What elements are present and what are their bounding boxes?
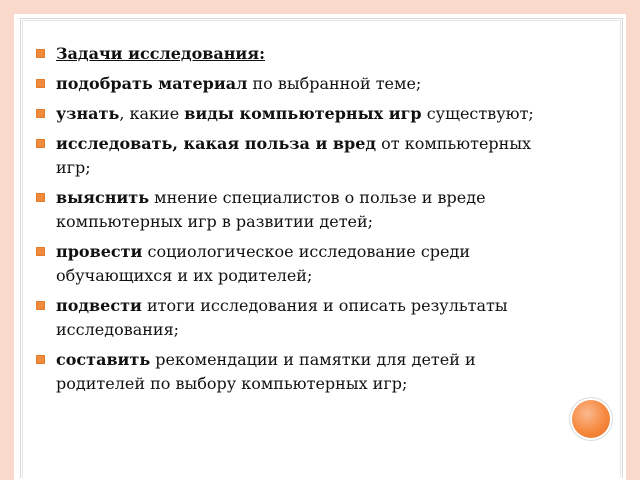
list-item-title xyxy=(36,42,556,66)
bullet-icon xyxy=(36,109,45,118)
list-item-text: мнение специалистов о пользе и вреде компьютерных игр в развитии детей; xyxy=(56,188,486,231)
list-item-text: итоги исследования и описать результаты исследования; xyxy=(56,296,508,339)
list-item xyxy=(36,348,556,396)
list-item-text: , какие xyxy=(119,104,185,123)
list-item xyxy=(36,72,556,96)
list-item xyxy=(36,186,556,234)
list-item-keyword: подобрать материал xyxy=(56,74,248,93)
orange-circle-decoration xyxy=(572,400,610,438)
list-item-keyword: составить xyxy=(56,350,151,369)
list-item-keyword: узнать xyxy=(56,104,120,123)
list-heading: Задачи исследования: xyxy=(56,44,266,63)
list-item-text: по выбранной теме; xyxy=(247,74,422,93)
bullet-icon xyxy=(36,139,45,148)
list-item-keyword: подвести xyxy=(56,296,142,315)
bullet-icon xyxy=(36,79,45,88)
bullet-icon xyxy=(36,247,45,256)
bullet-icon xyxy=(36,355,45,364)
list-item-keyword: выяснить xyxy=(56,188,150,207)
list-item-keyword: исследовать, какая польза и вред xyxy=(56,134,377,153)
list-item-keyword: провести xyxy=(56,242,143,261)
list-item xyxy=(36,240,556,288)
list-item-text: социологическое исследование среди обучающихся и их родителей; xyxy=(56,242,471,285)
bullet-icon xyxy=(36,193,45,202)
list-item-keyword-secondary: виды компьютерных игр xyxy=(184,104,422,123)
bullet-icon xyxy=(36,49,45,58)
list-item xyxy=(36,294,556,342)
list-item-text-secondary: существуют; xyxy=(421,104,534,123)
task-list xyxy=(36,42,556,402)
list-item-text: рекомендации и памятки для детей и родителей по выбору компьютерных игр; xyxy=(56,350,476,393)
bullet-icon xyxy=(36,301,45,310)
list-item xyxy=(36,132,556,180)
list-item-text: от компьютерных игр; xyxy=(56,134,532,177)
list-item xyxy=(36,102,556,126)
